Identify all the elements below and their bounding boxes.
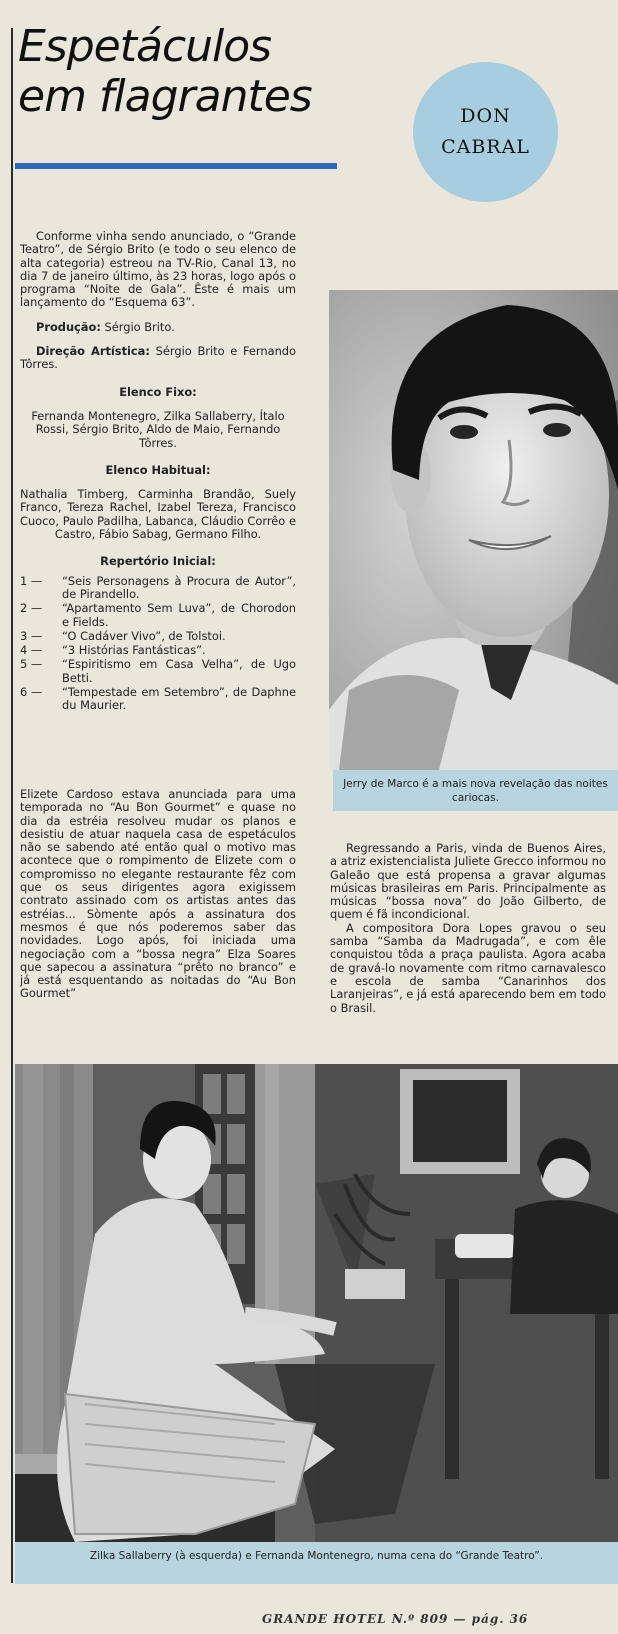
repertoire-item: 3 — “O Cadáver Vivo”, de Tolstoi. — [20, 628, 226, 643]
elizete-paragraph: Elizete Cardoso estava anunciada para uma temporada no “Au Bon Gourmet” e quase no dia da estréia resolveu mudar os planos e desistiu de atuar naquela casa de espetáculos não se sabendo até então qual o motivo mas acontece que o rompimento de Elizete com o compromisso no elegante restaurante fêz com que os seus dirigentes agora exigissem contrato assinado com os artistas antes das estréias... Sòmente após a assinatura dos mesmos é que nós poderemos saber das novidades. Logo após, foi iniciada uma negociação com a “bossa negra” Elza Soares que sapecou a assinatura “prêto no branco” e já está esquentando as noitadas do “Au Bon Gourmet” — [20, 787, 296, 1001]
direction-label: Direção Artística: — [36, 344, 150, 359]
production-value: Sérgio Brito. — [104, 319, 175, 334]
portrait-caption: Jerry de Marco é a mais nova revelação das noites cariocas. — [343, 778, 608, 804]
repertoire-item: 2 — “Apartamento Sem Luva”, de Chorodon e Fields. — [20, 601, 296, 629]
intro-column — [20, 230, 296, 714]
page-title — [18, 22, 348, 122]
repertoire-item: 1 — “Seis Personagens à Procura de Autor”, de Pirandello. — [20, 573, 296, 601]
direction-value: Sérgio Brito e Fernando Tôrres. — [20, 344, 297, 372]
cast-fixed-heading: Elenco Fixo: — [119, 384, 197, 399]
repertoire-item: 6 — “Tempestade em Setembro”, de Daphne du Maurier. — [20, 685, 296, 713]
right-column — [330, 842, 606, 1015]
cast-regular-heading: Elenco Habitual: — [105, 462, 211, 477]
direction-line — [20, 345, 296, 372]
cast-fixed-list: Fernanda Montenegro, Zilka Sallaberry, Ítalo Rossi, Sérgio Brito, Aldo de Maio, Fernando Tôrres. — [31, 408, 285, 450]
author-last-name: CABRAL — [441, 136, 530, 158]
portrait-illustration — [329, 290, 618, 770]
production-label: Produção: — [36, 319, 101, 334]
title-underline — [15, 163, 337, 169]
portrait-photo — [329, 290, 618, 770]
repertoire-item: 5 — “Espiritismo em Casa Velha”, de Ugo Betti. — [20, 657, 296, 685]
repertoire-list — [20, 575, 296, 713]
author-first-name: DON — [460, 105, 511, 127]
portrait-caption-band — [333, 770, 618, 811]
repertoire-heading: Repertório Inicial: — [100, 554, 216, 569]
title-line-1: Espetáculos — [18, 21, 272, 72]
author-badge — [413, 62, 558, 202]
grecco-paragraph: Regressando a Paris, vinda de Buenos Aires, a atriz existencialista Juliete Grecco informou no Galeão que está propensa a gravar algumas músicas brasileiras em Paris. Principalmente as músicas “bossa nova” do João Gilberto, de quem é fã incondicional. — [330, 841, 606, 922]
title-line-2: em flagrantes — [18, 71, 312, 122]
scene-caption-band — [15, 1542, 618, 1584]
scene-illustration — [15, 1064, 618, 1542]
elizete-column — [20, 788, 296, 1001]
intro-paragraph: Conforme vinha sendo anunciado, o “Grande Teatro”, de Sérgio Brito (e todo o seu elenco de alta categoria) estreou na TV-Rio, Canal 13, no dia 7 de janeiro último, às 23 horas, logo após o programa “Noite de Gala”. Êste é mais um lançamento do “Esquema 63”. — [20, 229, 296, 310]
left-rule — [11, 28, 13, 1583]
repertoire-item: 4 — “3 Histórias Fantásticas”. — [20, 643, 206, 658]
dora-lopes-paragraph: A compositora Dora Lopes gravou o seu samba “Samba da Madrugada”, e com êle conquistou tôda a praça paulista. Agora acaba de gravá-lo novamente com ritmo carnavalesco e escola de samba “Canarinhos dos Laranjeiras”, e já está aparecendo bem em todo o Brasil. — [330, 920, 606, 1015]
cast-regular-list: Nathalia Timberg, Carminha Brandão, Suely Franco, Tereza Rachel, Izabel Tereza, Francisco Cuoco, Paulo Padilha, Labanca, Cláudio Corrêo e Castro, Fábio Sabag, Germano Filho. — [20, 487, 296, 542]
page-footer: GRANDE HOTEL N.º 809 — pág. 36 — [262, 1612, 529, 1626]
scene-caption: Zilka Sallaberry (à esquerda) e Fernanda Montenegro, numa cena do “Grande Teatro”. — [89, 1550, 544, 1562]
scene-photo — [15, 1064, 618, 1542]
production-line — [20, 321, 296, 334]
